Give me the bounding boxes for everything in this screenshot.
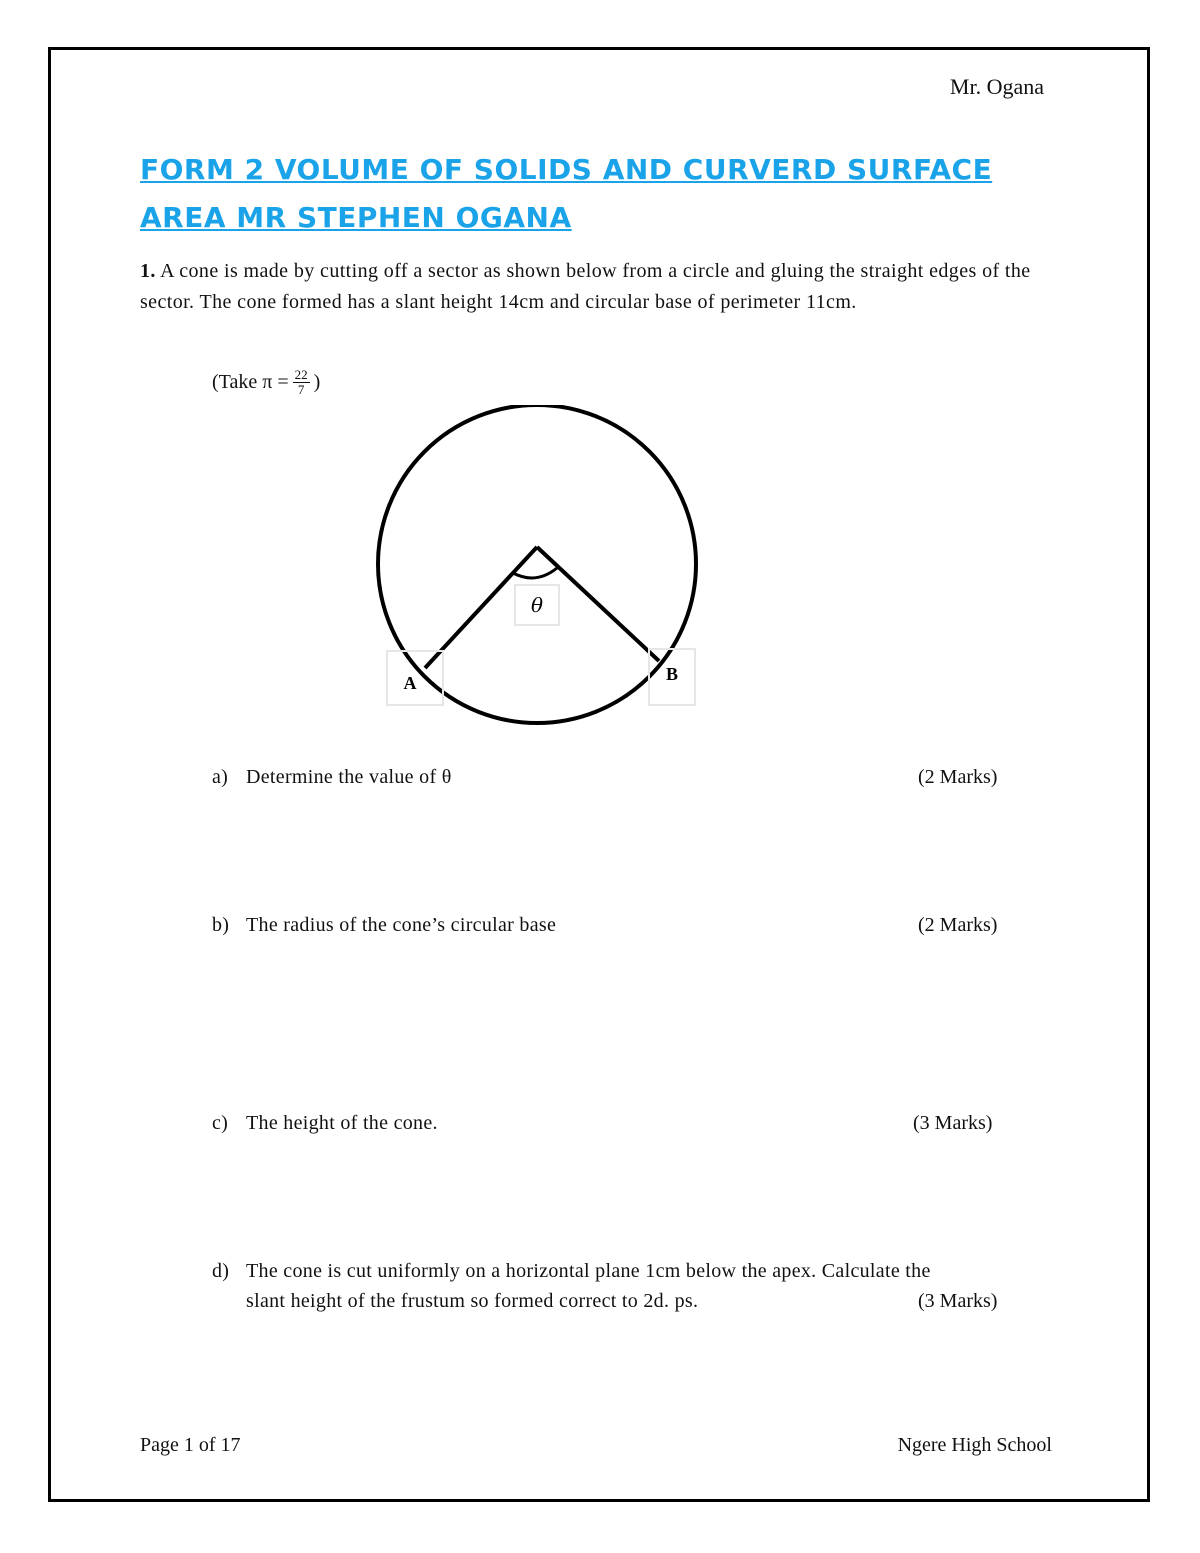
part-d-marks: (3 Marks) xyxy=(918,1290,998,1312)
angle-arc xyxy=(513,568,557,578)
question-1-intro xyxy=(140,256,1065,318)
point-b-label: B xyxy=(665,664,679,684)
footer-page-number: Page 1 of 17 xyxy=(140,1434,241,1456)
part-c-letter: c) xyxy=(212,1112,229,1134)
part-a-marks: (2 Marks) xyxy=(918,766,998,788)
question-number: 1. xyxy=(140,260,156,282)
part-d-text-line1: The cone is cut uniformly on a horizontal plane 1cm below the apex. Calculate the xyxy=(246,1260,931,1282)
document-title: FORM 2 VOLUME OF SOLIDS AND CURVERD SURFACE AREA MR STEPHEN OGANA xyxy=(140,153,993,234)
part-b-letter: b) xyxy=(212,914,230,936)
pi-numerator: 22 xyxy=(294,367,308,382)
part-d xyxy=(212,1260,931,1283)
part-a-letter: a) xyxy=(212,766,229,788)
part-a-text: Determine the value of θ xyxy=(246,766,452,788)
part-b xyxy=(212,914,556,937)
radius-line-b xyxy=(537,547,659,661)
part-d-letter: d) xyxy=(212,1260,230,1282)
header-author: Mr. Ogana xyxy=(949,74,1044,99)
part-d-line2 xyxy=(212,1290,698,1313)
theta-label: θ xyxy=(530,593,544,617)
take-pi-suffix: ) xyxy=(313,371,321,393)
radius-line-a xyxy=(425,547,537,668)
point-a-label: A xyxy=(403,673,417,693)
part-c-marks: (3 Marks) xyxy=(913,1112,993,1134)
part-a xyxy=(212,766,452,789)
part-d-text-line2: slant height of the frustum so formed correct to 2d. ps. xyxy=(246,1290,699,1312)
part-c xyxy=(212,1112,438,1135)
take-pi-prefix: (Take π = xyxy=(212,371,289,393)
pi-denominator: 7 xyxy=(297,382,305,397)
part-c-text: The height of the cone. xyxy=(246,1112,438,1134)
footer-school: Ngere High School xyxy=(897,1434,1052,1456)
question-text: A cone is made by cutting off a sector as shown below from a circle and gluing the straight edges of the sector. The cone formed has a slant height 14cm and circular base of perimeter 11cm. xyxy=(140,260,1031,313)
part-b-text: The radius of the cone’s circular base xyxy=(246,914,557,936)
take-pi-note xyxy=(212,368,320,397)
part-b-marks: (2 Marks) xyxy=(918,914,998,936)
pi-fraction xyxy=(293,368,310,397)
sector-diagram xyxy=(370,405,710,725)
